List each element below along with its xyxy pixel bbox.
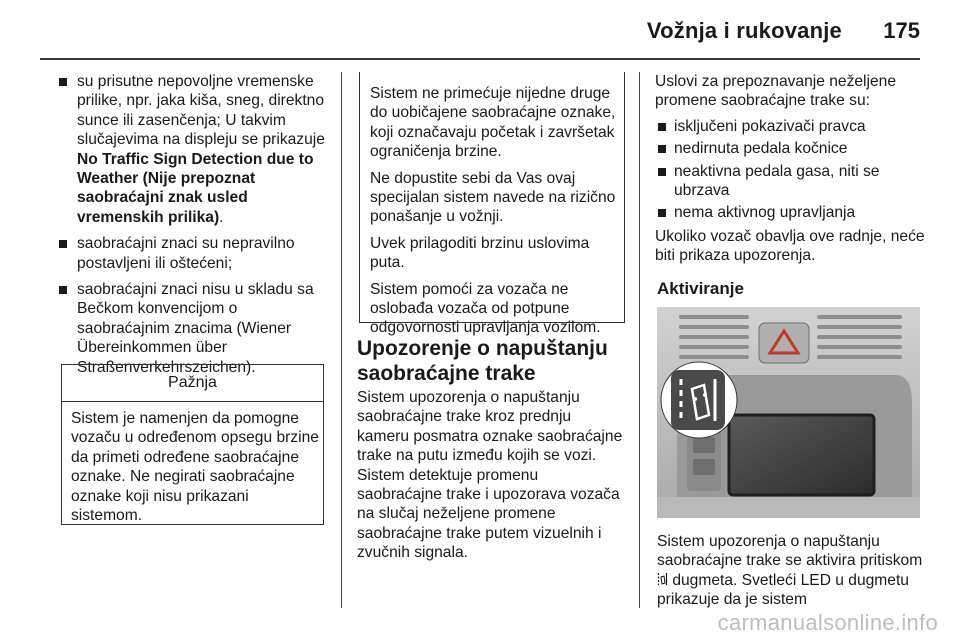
page-number: 175: [883, 18, 920, 43]
photo-caption: [657, 532, 927, 610]
section-body: Sistem upozorenja o napuštanju saobraćajne trake kroz prednju kameru posmatra oznake saobraćajne trake na putu između kojih se vozi. Sistem detektuje promenu saobraćajne trake i upozorava vozača na slučaj neželjene promene saobraćajne trake putem vizuelnih i zvučnih signala.: [357, 389, 623, 562]
list-item: isključeni pokazivači pravca: [655, 117, 925, 136]
list-item: saobraćajni znaci nisu u skladu sa Bečkom konvencijom o saobraćajnim znacima (Wiener Übereinkommen über Straßenverkehrszeichen).: [58, 280, 326, 377]
lane-departure-icon: [657, 572, 668, 586]
caption-text: Sistem upozorenja o napuštanju saobraćajne trake se aktivira pritiskom: [657, 533, 923, 570]
warning-paragraph: Sistem pomoći za vozača ne oslobađa vozača od potpune odgovornosti upravljanja vozilom.: [370, 280, 601, 337]
list-item: neaktivna pedala gasa, niti se ubrzava: [655, 162, 925, 201]
section-title: Upozorenje o napuštanju saobraćajne trake: [357, 337, 608, 385]
caution-title: Pažnja: [168, 374, 217, 391]
list-item: nema aktivnog upravljanja: [655, 203, 925, 222]
caution-box: [61, 364, 324, 525]
column-left: [58, 72, 326, 384]
dashboard-photo: [657, 307, 920, 518]
column-divider: [341, 72, 342, 608]
display-message-text: No Traffic Sign Detection due to Weather (Nije prepoznat saobraćajni znak usled vremenskih prilika): [77, 150, 314, 226]
conditions-intro: Uslovi za prepoznavanje neželjene promene saobraćajne trake su:: [655, 73, 896, 110]
caution-text: Sistem je namenjen da pomogne vozaču u određenom opsegu brzine da primeti određene saobraćajne oznake. Ne negirati saobraćajne oznake koji nisu prikazani sistemom.: [71, 410, 319, 525]
list-item: [58, 72, 326, 227]
column-right: [655, 72, 925, 266]
warning-paragraph: Ne dopustite sebi da Vas ovaj specijalan sistem navede na rizično ponašanje u vožnji.: [370, 169, 616, 226]
list-item: nedirnuta pedala kočnice: [655, 139, 925, 158]
running-title: Vožnja i rukovanje: [646, 18, 842, 43]
conditions-list: [655, 117, 925, 223]
conditions-note: Ukoliko vozač obavlja ove radnje, neće biti prikaza upozorenja.: [655, 227, 925, 265]
limitations-list: [58, 72, 326, 377]
caution-title-row: [62, 364, 323, 402]
list-item-text: .: [219, 208, 224, 226]
subsection-title: Aktiviranje: [657, 279, 744, 298]
list-item: saobraćajni znaci su nepravilno postavljeni ili oštećeni;: [58, 234, 326, 273]
list-item-text: su prisutne nepovoljne vremenske prilike, npr. jaka kiša, sneg, direktno sunce ili zasenčenja; U takvim slučajevima na displeju se prikazuje: [77, 73, 325, 149]
warning-paragraph: Sistem ne primećuje nijedne druge do uobičajene saobraćajne oznake, koji označavaju početak i završetak ograničenja brzine.: [370, 85, 616, 161]
column-divider: [639, 72, 640, 608]
page-header: [0, 0, 960, 62]
warning-paragraph: Uvek prilagoditi brzinu uslovima puta.: [370, 234, 590, 272]
header-rule: [40, 58, 920, 60]
caption-text: dugmeta. Svetleći LED u dugmetu prikazuje da je sistem: [657, 571, 909, 609]
watermark: carmanualsonline.info: [717, 610, 938, 635]
warning-box: [359, 72, 625, 337]
